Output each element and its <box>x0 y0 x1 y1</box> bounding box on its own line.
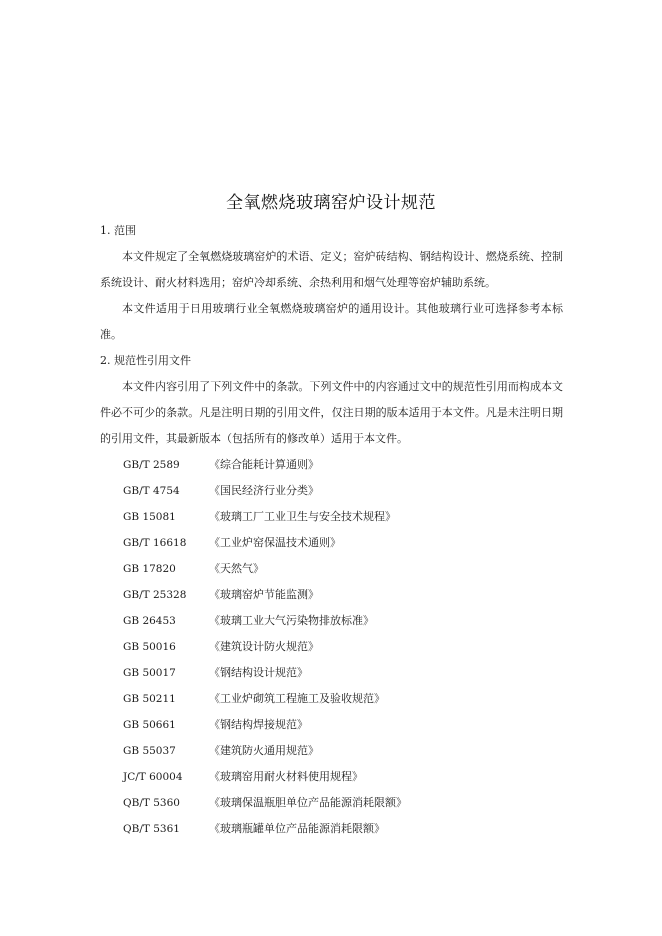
reference-code: GB/T 4754 <box>123 485 180 497</box>
reference-code: GB 50661 <box>123 719 176 731</box>
reference-item <box>100 504 563 530</box>
reference-title: 《玻璃工业大气污染物排放标准》 <box>209 614 374 627</box>
reference-title: 《建筑防火通用规范》 <box>209 744 319 757</box>
reference-title: 《玻璃窑用耐火材料使用规程》 <box>209 770 363 783</box>
reference-code: GB 26453 <box>123 615 176 627</box>
reference-item <box>100 764 563 790</box>
document-title: 全氧燃烧玻璃窑炉设计规范 <box>226 193 436 213</box>
reference-title: 《玻璃工厂工业卫生与安全技术规程》 <box>209 510 396 523</box>
reference-item <box>100 556 563 582</box>
section-2-intro: 本文件内容引用了下列文件中的条款。下列文件中的内容通过文中的规范性引用而构成本文件必不可少的条款。凡是注明日期的引用文件，仅注日期的版本适用于本文件。凡是未注明日期的引用文件，其最新版本（包括所有的修改单）适用于本文件。 <box>100 380 563 445</box>
section-1-paragraph-1: 本文件规定了全氧燃烧玻璃窑炉的术语、定义；窑炉砖结构、钢结构设计、燃烧系统、控制系统设计、耐火材料选用；窑炉冷却系统、余热利用和烟气处理等窑炉辅助系统。 <box>100 250 563 289</box>
reference-code: GB 50017 <box>123 667 176 679</box>
reference-title: 《钢结构焊接规范》 <box>209 718 308 731</box>
reference-code: QB/T 5360 <box>123 797 180 809</box>
reference-item <box>100 738 563 764</box>
reference-item <box>100 686 563 712</box>
reference-item <box>100 530 563 556</box>
reference-code: GB/T 16618 <box>123 537 187 549</box>
reference-title: 《天然气》 <box>209 562 264 575</box>
reference-item <box>100 790 563 816</box>
section-1-paragraph-2: 本文件适用于日用玻璃行业全氧燃烧玻璃窑炉的通用设计。其他玻璃行业可选择参考本标准。 <box>100 302 563 341</box>
reference-list <box>100 452 563 842</box>
reference-item <box>100 608 563 634</box>
reference-title: 《国民经济行业分类》 <box>209 484 319 497</box>
reference-item <box>100 478 563 504</box>
reference-code: GB/T 25328 <box>123 589 187 601</box>
reference-title: 《综合能耗计算通则》 <box>209 458 319 471</box>
reference-title: 《钢结构设计规范》 <box>209 666 308 679</box>
reference-item <box>100 634 563 660</box>
reference-item <box>100 582 563 608</box>
reference-title: 《建筑设计防火规范》 <box>209 640 319 653</box>
reference-title: 《玻璃保温瓶胆单位产品能源消耗限额》 <box>209 796 407 809</box>
reference-item <box>100 712 563 738</box>
reference-title: 《玻璃瓶罐单位产品能源消耗限额》 <box>209 822 385 835</box>
reference-code: QB/T 5361 <box>123 823 180 835</box>
section-2-heading: 2. 规范性引用文件 <box>100 354 191 367</box>
reference-code: GB/T 2589 <box>123 459 180 471</box>
reference-item <box>100 816 563 842</box>
reference-item <box>100 660 563 686</box>
reference-code: GB 50016 <box>123 641 176 653</box>
section-1-heading: 1. 范围 <box>100 224 136 237</box>
reference-code: GB 55037 <box>123 745 176 757</box>
reference-code: JC/T 60004 <box>123 771 183 783</box>
reference-title: 《工业炉砌筑工程施工及验收规范》 <box>209 692 385 705</box>
reference-item <box>100 452 563 478</box>
reference-title: 《工业炉窑保温技术通则》 <box>209 536 341 549</box>
document-body <box>100 218 563 842</box>
reference-title: 《玻璃窑炉节能监测》 <box>209 588 319 601</box>
reference-code: GB 17820 <box>123 563 176 575</box>
reference-code: GB 50211 <box>123 693 176 705</box>
reference-code: GB 15081 <box>123 511 176 523</box>
